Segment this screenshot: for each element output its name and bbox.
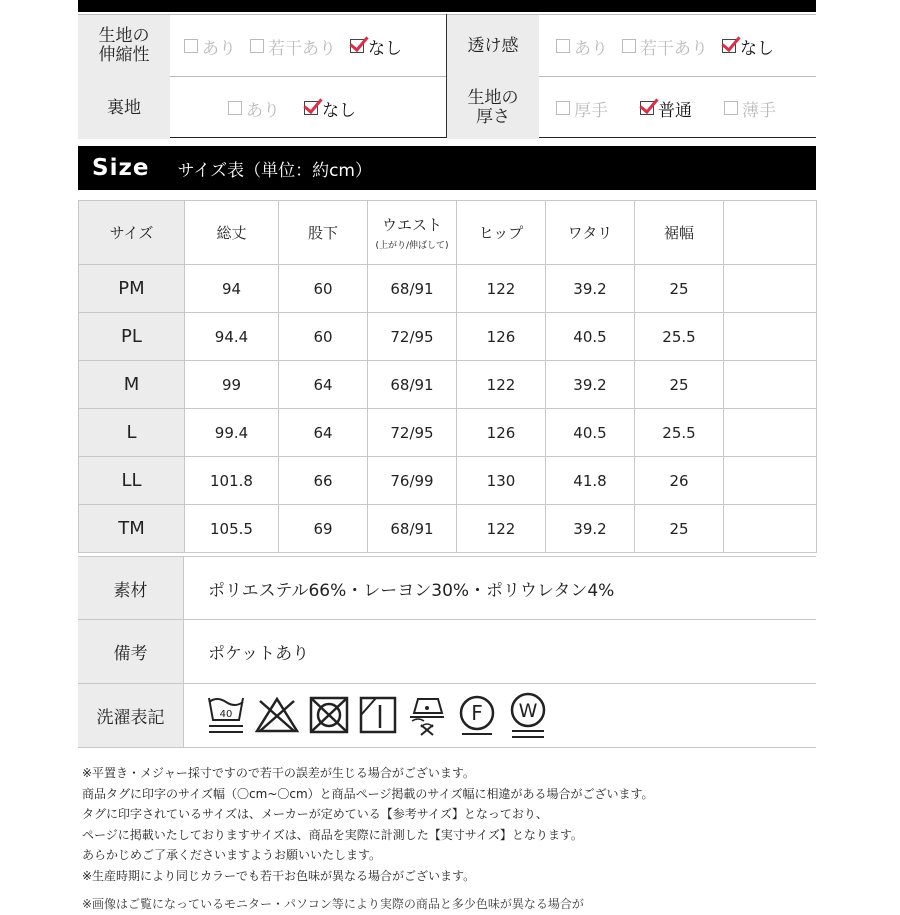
measurement-cell: 130 [457, 457, 546, 505]
column-header: 総丈 [185, 201, 279, 265]
measurement-cell: 25 [635, 265, 724, 313]
remarks-label: 備考 [78, 620, 184, 683]
table-row [79, 313, 817, 361]
measurement-cell: 72/95 [368, 409, 457, 457]
note-line: ※生産時期により同じカラーでも若干お色味が異なる場合がございます。 [82, 868, 476, 883]
no-tumble-dry-icon [308, 695, 350, 735]
measurement-cell: 64 [279, 361, 368, 409]
checkbox-option: あり [184, 34, 236, 59]
care-row [78, 684, 816, 748]
checkmark-icon [350, 39, 364, 53]
stretch-label: 生地の 伸縮性 [78, 15, 170, 77]
wet-clean-letter: W [518, 700, 538, 722]
measurement-cell [724, 361, 817, 409]
column-header: ワタリ [546, 201, 635, 265]
column-header [724, 201, 817, 265]
column-header: ヒップ [457, 201, 546, 265]
measurement-cell: 25.5 [635, 409, 724, 457]
fabric-row [78, 15, 816, 77]
measurement-cell: 94.4 [185, 313, 279, 361]
checkbox-option: 厚手 [556, 96, 608, 121]
stretch-options [184, 15, 416, 77]
measurement-cell [724, 457, 817, 505]
size-name-cell: L [79, 409, 185, 457]
line-dry-icon [358, 695, 398, 735]
measurement-cell: 41.8 [546, 457, 635, 505]
wash-temp-label: 40 [219, 709, 233, 720]
measurement-cell: 76/99 [368, 457, 457, 505]
measurement-cell: 122 [457, 361, 546, 409]
thickness-options [556, 77, 790, 139]
measurement-cell: 39.2 [546, 265, 635, 313]
checkbox-icon [556, 39, 570, 53]
measurement-cell: 122 [457, 505, 546, 553]
column-header: 裾幅 [635, 201, 724, 265]
material-value: ポリエステル66%・レーヨン30%・ポリウレタン4% [208, 580, 615, 601]
measurement-cell [724, 313, 817, 361]
table-row [79, 361, 817, 409]
measurement-cell: 99.4 [185, 409, 279, 457]
note-line: ※平置き・メジャー採寸ですので若干の誤差が生じる場合がございます。 [82, 766, 475, 780]
measurement-cell: 25 [635, 505, 724, 553]
care-icons [206, 690, 550, 740]
measurement-cell: 39.2 [546, 361, 635, 409]
measurement-cell: 105.5 [185, 505, 279, 553]
checkbox-option-checked: 普通 [640, 96, 692, 121]
checkbox-option: 薄手 [724, 96, 776, 121]
size-name-cell: M [79, 361, 185, 409]
measurement-cell: 60 [279, 265, 368, 313]
measurement-cell: 64 [279, 409, 368, 457]
dry-clean-f-icon [456, 693, 498, 737]
checkbox-option: あり [228, 96, 280, 121]
size-title: Size [92, 155, 150, 181]
table-row [79, 265, 817, 313]
sheerness-label: 透け感 [447, 15, 539, 77]
care-label: 洗濯表記 [78, 684, 184, 747]
measurement-cell: 26 [635, 457, 724, 505]
table-row [79, 505, 817, 553]
measurement-cell: 68/91 [368, 505, 457, 553]
measurement-cell: 66 [279, 457, 368, 505]
remarks-row [78, 620, 816, 684]
measurement-cell [724, 409, 817, 457]
iron-low-icon [406, 691, 448, 739]
notes [82, 763, 822, 911]
measurement-cell: 72/95 [368, 313, 457, 361]
column-header: ウエスト (上がり/伸ばして) [368, 201, 457, 265]
checkbox-icon [250, 39, 264, 53]
checkbox-option: 若干あり [250, 34, 336, 59]
dry-clean-letter: F [471, 701, 483, 725]
material-row [78, 556, 816, 620]
checkbox-option: あり [556, 34, 608, 59]
measurement-cell: 126 [457, 409, 546, 457]
note-line: あらかじめご了承くださいますようお願いいたします。 [82, 848, 382, 862]
table-row [79, 457, 817, 505]
fabric-properties [78, 14, 816, 138]
fabric-header-bar [78, 0, 816, 12]
fabric-row [78, 77, 816, 139]
checkbox-icon [228, 101, 242, 115]
checkmark-icon [640, 101, 654, 115]
wet-clean-w-icon [506, 690, 550, 740]
size-subtitle: サイズ表（単位：約cm） [177, 160, 372, 181]
size-table-header [79, 201, 817, 265]
measurement-cell: 122 [457, 265, 546, 313]
size-name-cell: TM [79, 505, 185, 553]
checkmark-icon [722, 39, 736, 53]
checkbox-icon [184, 39, 198, 53]
checkbox-option-checked: なし [722, 34, 774, 59]
wash-40-icon [206, 690, 246, 740]
sheerness-options [556, 15, 788, 77]
note-line: 商品タグに印字のサイズ幅（〇cm~〇cm）と商品ページ掲載のサイズ幅に相違がある場合がございます。 [82, 786, 654, 801]
column-header: 股下 [279, 201, 368, 265]
checkbox-icon [622, 39, 636, 53]
fabric-divider [446, 14, 447, 138]
lining-label: 裏地 [78, 77, 170, 139]
measurement-cell: 40.5 [546, 313, 635, 361]
measurement-cell: 68/91 [368, 265, 457, 313]
lining-options [228, 77, 370, 139]
measurement-cell: 60 [279, 313, 368, 361]
checkbox-icon [556, 101, 570, 115]
size-name-cell: LL [79, 457, 185, 505]
size-header-bar [78, 146, 816, 190]
checkbox-option-checked: なし [350, 34, 402, 59]
measurement-cell [724, 505, 817, 553]
no-bleach-icon [254, 695, 300, 735]
measurement-cell: 99 [185, 361, 279, 409]
measurement-cell: 40.5 [546, 409, 635, 457]
measurement-cell: 126 [457, 313, 546, 361]
material-label: 素材 [78, 557, 184, 619]
size-table [78, 200, 817, 553]
size-name-cell: PL [79, 313, 185, 361]
measurement-cell: 39.2 [546, 505, 635, 553]
checkmark-icon [304, 101, 318, 115]
checkbox-option: 若干あり [622, 34, 708, 59]
note-line: ※画像はご覧になっているモニター・パソコン等により実際の商品と多少色味が異なる場合が [82, 897, 584, 911]
table-row [79, 409, 817, 457]
measurement-cell: 94 [185, 265, 279, 313]
thickness-label: 生地の 厚さ [447, 77, 539, 139]
measurement-cell: 69 [279, 505, 368, 553]
size-name-cell: PM [79, 265, 185, 313]
measurement-cell [724, 265, 817, 313]
measurement-cell: 101.8 [185, 457, 279, 505]
note-line: タグに印字されているサイズは、メーカーが定めている【参考サイズ】となっており、 [82, 807, 548, 821]
remarks-value: ポケットあり [208, 644, 310, 664]
measurement-cell: 25 [635, 361, 724, 409]
measurement-cell: 25.5 [635, 313, 724, 361]
column-header: サイズ [79, 201, 185, 265]
checkbox-icon [724, 101, 738, 115]
measurement-cell: 68/91 [368, 361, 457, 409]
note-line: ページに掲載いたしておりますサイズは、商品を実際に計測した【実寸サイズ】となります。 [82, 827, 583, 842]
checkbox-option-checked: なし [304, 96, 356, 121]
